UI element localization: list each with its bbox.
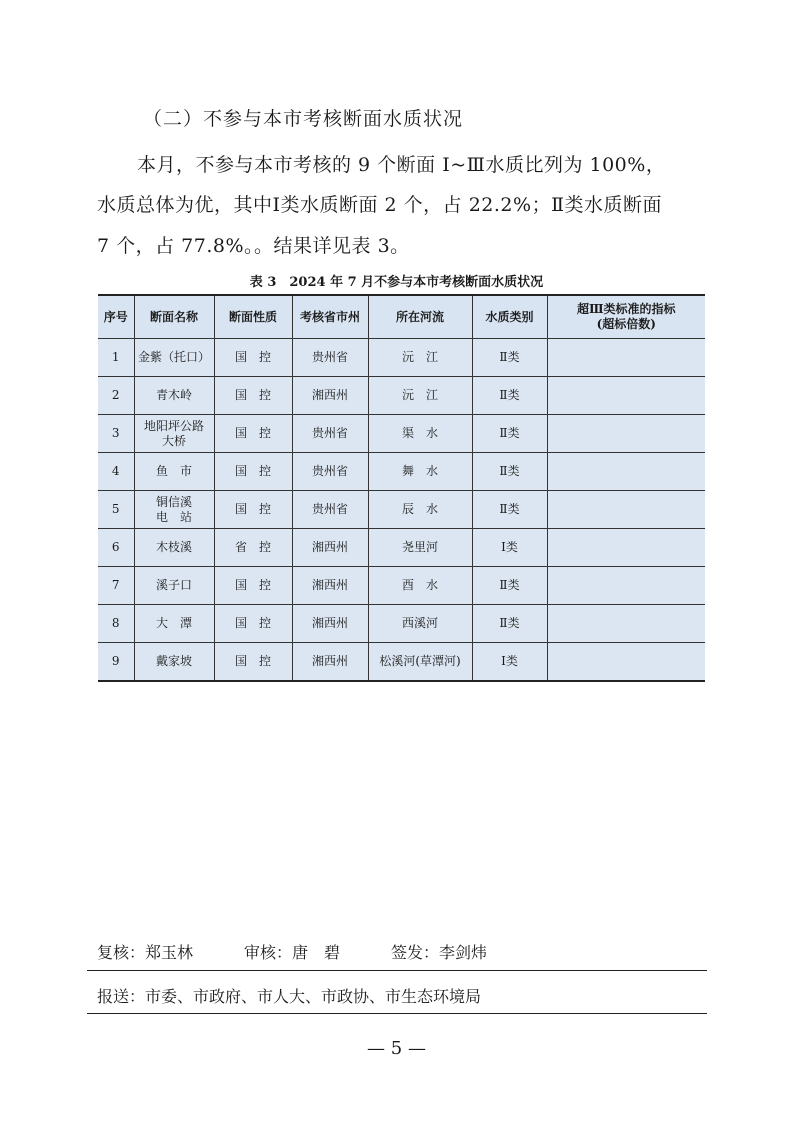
table-row (98, 377, 705, 415)
table-cell: 湘西州 (292, 605, 368, 643)
signer: 签发：李剑炜 (391, 943, 488, 962)
table-cell: 贵州省 (292, 453, 368, 491)
table-cell (547, 529, 705, 567)
table-row (98, 529, 705, 567)
table-cell: 国 控 (214, 377, 292, 415)
table-cell: Ⅱ类 (472, 339, 547, 377)
table-cell: 国 控 (214, 567, 292, 605)
table-cell: 金紫（托口） (134, 339, 214, 377)
table-cell: 国 控 (214, 415, 292, 453)
distribution-line: 报送：市委、市政府、市人大、市政协、市生态环境局 (97, 987, 482, 1006)
reviewer: 复核：郑玉林 (97, 943, 194, 962)
table-cell: 湘西州 (292, 567, 368, 605)
table-cell: 国 控 (214, 491, 292, 529)
table-cell: 2 (98, 377, 134, 415)
table-cell (547, 491, 705, 529)
table-cell: 7 (98, 567, 134, 605)
table-row (98, 453, 705, 491)
column-header: 考核省市州 (292, 295, 368, 339)
table-cell: 沅 江 (368, 339, 472, 377)
table-cell: 贵州省 (292, 491, 368, 529)
table-cell: 沅 江 (368, 377, 472, 415)
table-row (98, 605, 705, 643)
table-row (98, 491, 705, 529)
table-cell: 8 (98, 605, 134, 643)
table-cell: 贵州省 (292, 339, 368, 377)
auditor: 审核：唐 碧 (244, 943, 341, 962)
table-cell: 辰 水 (368, 491, 472, 529)
table-cell (547, 377, 705, 415)
table-caption: 表 3 2024 年 7 月不参与本市考核断面水质状况 (249, 275, 544, 290)
table-header (98, 295, 705, 339)
table-cell (547, 567, 705, 605)
table-row (98, 415, 705, 453)
table-cell: 木枝溪 (134, 529, 214, 567)
table-cell: Ⅱ类 (472, 415, 547, 453)
table-cell: 舞 水 (368, 453, 472, 491)
table-cell: 湘西州 (292, 643, 368, 682)
table-cell (547, 453, 705, 491)
table-cell: 国 控 (214, 339, 292, 377)
table-cell: 尧里河 (368, 529, 472, 567)
divider-top (87, 970, 707, 971)
table-cell: 贵州省 (292, 415, 368, 453)
table-cell: Ⅱ类 (472, 605, 547, 643)
table-cell: 省 控 (214, 529, 292, 567)
table-cell: 湘西州 (292, 377, 368, 415)
summary-line-1: 本月，不参与本市考核的 9 个断面 Ⅰ~Ⅲ水质比列为 100%， (137, 154, 666, 176)
column-header: 水质类别 (472, 295, 547, 339)
table-cell: Ⅱ类 (472, 491, 547, 529)
table-cell (547, 605, 705, 643)
summary-line-3: 7 个，占 77.8%。。结果详见表 3。 (97, 235, 410, 257)
table-cell: 地阳坪公路 大桥 (134, 415, 214, 453)
table-cell: 4 (98, 453, 134, 491)
table-cell: Ⅱ类 (472, 567, 547, 605)
table-cell: 3 (98, 415, 134, 453)
table-row (98, 339, 705, 377)
table-cell: 5 (98, 491, 134, 529)
column-header: 所在河流 (368, 295, 472, 339)
table-cell: 国 控 (214, 605, 292, 643)
table-cell: 9 (98, 643, 134, 682)
table-cell (547, 339, 705, 377)
table-cell: 西溪河 (368, 605, 472, 643)
table-cell (547, 643, 705, 682)
table-cell: 1 (98, 339, 134, 377)
summary-line-2: 水质总体为优，其中Ⅰ类水质断面 2 个，占 22.2%；Ⅱ类水质断面 (97, 194, 662, 216)
column-header: 断面名称 (134, 295, 214, 339)
table-cell (547, 415, 705, 453)
table-cell: 青木岭 (134, 377, 214, 415)
table-cell: 湘西州 (292, 529, 368, 567)
table-row (98, 643, 705, 682)
column-header: 序号 (98, 295, 134, 339)
table-cell: 戴家坡 (134, 643, 214, 682)
table-cell: 6 (98, 529, 134, 567)
approval-line (97, 940, 487, 963)
table-cell: 国 控 (214, 643, 292, 682)
table-cell: 国 控 (214, 453, 292, 491)
table-cell: 大 潭 (134, 605, 214, 643)
section-heading: （二）不参与本市考核断面水质状况 (143, 108, 464, 130)
table-cell: 酉 水 (368, 567, 472, 605)
water-quality-table (98, 294, 705, 682)
table-row (98, 567, 705, 605)
table-cell: 鱼 市 (134, 453, 214, 491)
column-header: 超Ⅲ类标准的指标 (超标倍数) (547, 295, 705, 339)
page-number: — 5 — (367, 1038, 426, 1059)
table-cell: Ⅱ类 (472, 453, 547, 491)
table-cell: Ⅰ类 (472, 643, 547, 682)
table-cell: 铜信溪 电 站 (134, 491, 214, 529)
divider-bottom (87, 1013, 707, 1014)
table-cell: 渠 水 (368, 415, 472, 453)
table-cell: Ⅰ类 (472, 529, 547, 567)
table-cell: Ⅱ类 (472, 377, 547, 415)
table-cell: 松溪河(草潭河) (368, 643, 472, 682)
table-body (98, 339, 705, 682)
column-header: 断面性质 (214, 295, 292, 339)
header-row (98, 295, 705, 339)
table-cell: 溪子口 (134, 567, 214, 605)
